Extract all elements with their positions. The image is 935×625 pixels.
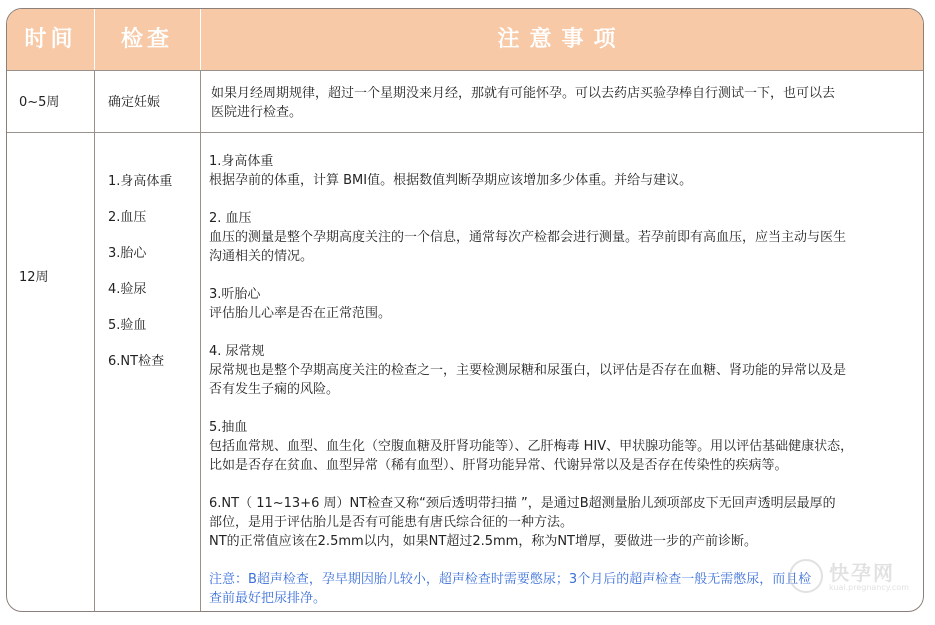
note-body: 部位，是用于评估胎儿是否有可能患有唐氏综合征的一种方法。: [209, 515, 574, 530]
note-body: 否有发生子痫的风险。: [209, 382, 340, 397]
note-body: 沟通相关的情况。: [209, 249, 314, 264]
note-blood-pressure: [209, 209, 917, 266]
header-divider: [200, 9, 201, 70]
row-divider: [7, 132, 923, 133]
note-body: 评估胎儿心率是否在正常范围。: [209, 306, 392, 321]
hint-line: 查前最好把尿排净。: [209, 591, 327, 606]
table-header: [7, 9, 923, 70]
note-body: 尿常规也是整个孕期高度关注的检查之一，主要检测尿糖和尿蛋白，以评估是否存在血糖、肾功能的异常以及是: [209, 363, 847, 378]
row1-note-line: 如果月经周期规律，超过一个星期没来月经，那就有可能怀孕。可以去药店买验孕棒自行测试一下，也可以去: [211, 86, 836, 101]
note-urine: [209, 342, 917, 399]
row2-check-list: [108, 172, 172, 388]
note-title: 6.NT（ 11~13+6 周）NT检查又称“颈后透明带扫描 ”，是通过B超测量胎儿颈项部皮下无回声透明层最厚的: [209, 496, 836, 511]
watermark-logo-icon: [789, 559, 823, 593]
header-divider: [94, 9, 95, 70]
watermark-url: kuai.pregnancy.com: [829, 583, 909, 592]
check-item: 2.血压: [108, 210, 147, 225]
note-title: 4. 尿常规: [209, 344, 265, 359]
hint-line: 注意：B超声检查，孕早期因胎儿较小，超声检查时需要憋尿；3个月后的超声检查一般无需憋尿，而且检: [209, 572, 812, 587]
header-time: 时间: [24, 27, 77, 52]
note-nt: [209, 494, 917, 551]
check-item: 1.身高体重: [108, 174, 173, 189]
note-body: 比如是否存在贫血、血型异常（稀有血型）、肝肾功能异常、代谢异常以及是否存在传染性的疾病等。: [209, 458, 788, 473]
site-watermark: [789, 553, 909, 599]
check-item: 5.验血: [108, 318, 147, 333]
note-title: 5.抽血: [209, 420, 248, 435]
header-notes: 注意事项: [497, 27, 626, 52]
header-check: 检查: [120, 27, 173, 52]
column-divider: [200, 70, 201, 612]
note-body: NT的正常值应该在2.5mm以内，如果NT超过2.5mm，称为NT增厚，要做进一步的产前诊断。: [209, 534, 757, 549]
note-height-weight: [209, 152, 917, 190]
note-body: 根据孕前的体重，计算 BMI值。根据数值判断孕期应该增加多少体重。并给与建议。: [209, 173, 693, 188]
note-blood-test: [209, 418, 917, 475]
row1-check: 确定妊娠: [108, 95, 161, 110]
note-title: 1.身高体重: [209, 154, 274, 169]
row-divider: [7, 70, 923, 71]
row2-time: 12周: [19, 270, 49, 285]
checkup-table: [6, 8, 924, 612]
column-divider: [94, 70, 95, 612]
note-body: 血压的测量是整个孕期高度关注的一个信息，通常每次产检都会进行测量。若孕前即有高血压，应当主动与医生: [209, 230, 847, 245]
row1-time: 0~5周: [19, 95, 60, 110]
note-title: 2. 血压: [209, 211, 252, 226]
row1-note: [211, 84, 917, 122]
check-item: 6.NT检查: [108, 354, 165, 369]
check-item: 4.验尿: [108, 282, 147, 297]
note-fetal-heart: [209, 285, 917, 323]
row1-note-line: 医院进行检查。: [211, 105, 303, 120]
note-title: 3.听胎心: [209, 287, 261, 302]
note-body: 包括血常规、血型、血生化（空腹血糖及肝肾功能等）、乙肝梅毒 HIV、甲状腺功能等。用以评估基础健康状态，: [209, 439, 854, 454]
check-item: 3.胎心: [108, 246, 147, 261]
watermark-text: 快孕网: [829, 561, 895, 585]
row2-notes: [209, 152, 917, 612]
